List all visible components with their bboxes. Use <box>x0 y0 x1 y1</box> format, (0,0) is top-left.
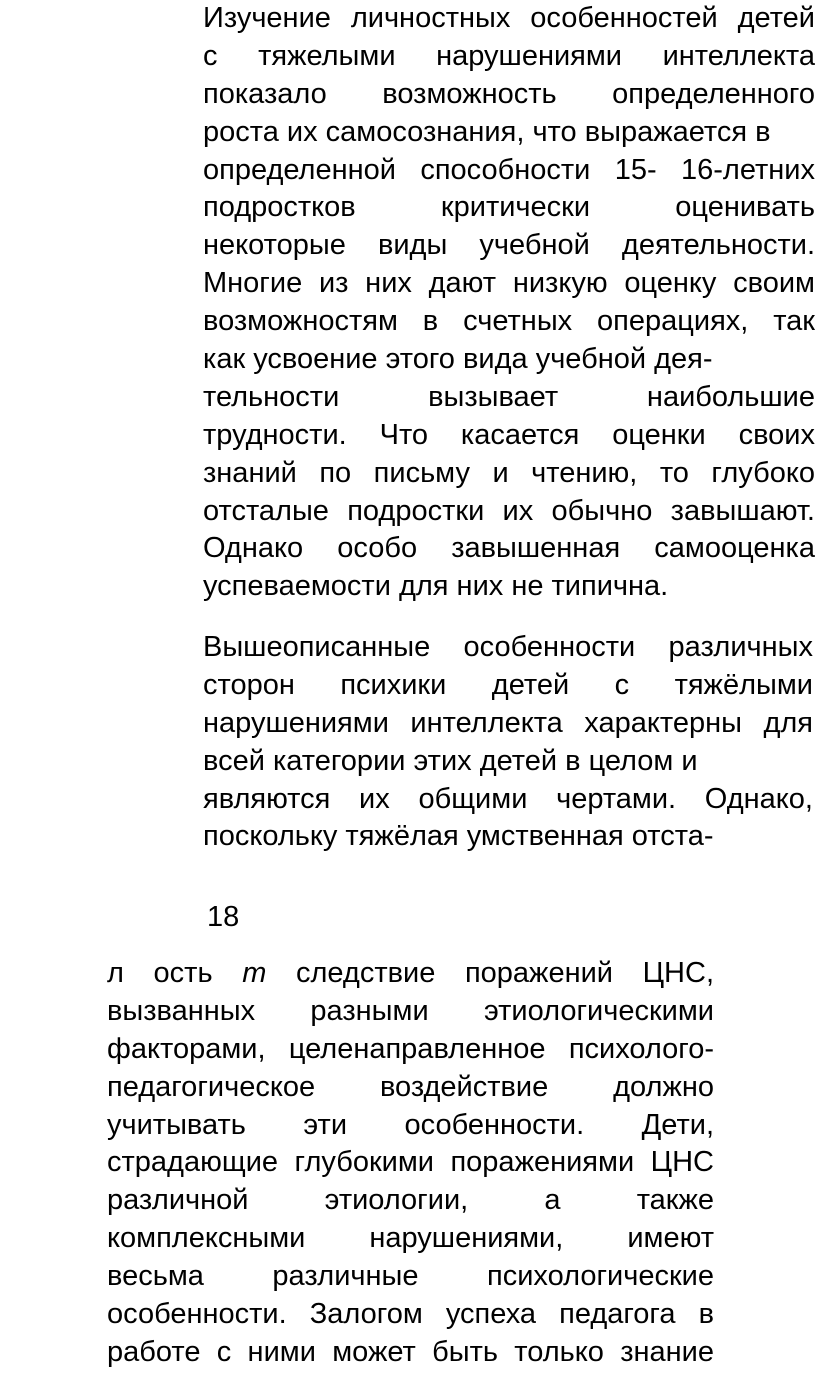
text-line: педагогическое воздействие должно <box>107 1070 714 1103</box>
text-line: тельности вызывает наибольшие <box>203 380 815 413</box>
text-line: вызванных разными этиологическими <box>107 994 714 1027</box>
text-line: поскольку тяжёлая умственная отста- <box>203 820 714 853</box>
text-line: отсталые подростки их обычно завышают. <box>203 494 815 527</box>
text-line: Однако особо завышенная самооценка <box>203 532 815 565</box>
text-line: трудности. Что касается оценки своих <box>203 418 815 451</box>
text-line: Многие из них дают низкую оценку своим <box>203 267 815 300</box>
line-rest: следствие поражений ЦНС, <box>295 957 714 989</box>
text-line: факторами, целенаправленное психолого- <box>107 1032 714 1065</box>
text-line: знаний по письму и чтению, то глубоко <box>203 456 815 489</box>
text-line: как усвоение этого вида учебной дея- <box>203 343 713 376</box>
text-line: различной этиологии, а также <box>107 1184 714 1217</box>
text-line: являются их общими чертами. Однако, <box>203 782 813 815</box>
text-line: успеваемости для них не типична. <box>203 570 669 603</box>
paragraph-general-traits <box>203 629 813 856</box>
text-line: возможностям в счетных операциях, так <box>203 305 815 338</box>
text-line: подростков критически оценивать <box>203 191 815 224</box>
text-line: сторон психики детей с тяжёлыми <box>203 668 813 701</box>
line-start: л ость <box>107 957 213 989</box>
text-line: Вышеописанные особенности различных <box>203 631 813 663</box>
italic-fragment: т <box>242 957 267 989</box>
page-number: 18 <box>207 901 240 933</box>
paragraph-continuation <box>107 955 714 1372</box>
text-line: с тяжелыми нарушениями интеллекта <box>203 39 815 72</box>
text-line: учитывать эти особенности. Дети, <box>107 1108 714 1141</box>
text-line <box>107 955 714 993</box>
text-line: всей категории этих детей в целом и <box>203 744 698 777</box>
text-line: комплексными нарушениями, имеют <box>107 1222 714 1255</box>
text-line: весьма различные психологические <box>107 1260 714 1293</box>
text-line: страдающие глубокими поражениями ЦНС <box>107 1146 714 1179</box>
text-line: нарушениями интеллекта характерны для <box>203 706 813 739</box>
text-line: особенности. Залогом успеха педагога в <box>107 1298 714 1331</box>
text-line: роста их самосознания, что выражается в <box>203 115 771 148</box>
text-line: определенной способности 15- 16-летних <box>203 153 815 186</box>
text-line: некоторые виды учебной деятельности. <box>203 229 815 262</box>
text-line: показало возможность определенного <box>203 77 815 110</box>
text-line: работе с ними может быть только знание <box>107 1335 714 1368</box>
text-line: Изучение личностных особенностей детей <box>203 2 815 34</box>
paragraph-self-awareness <box>203 0 815 606</box>
